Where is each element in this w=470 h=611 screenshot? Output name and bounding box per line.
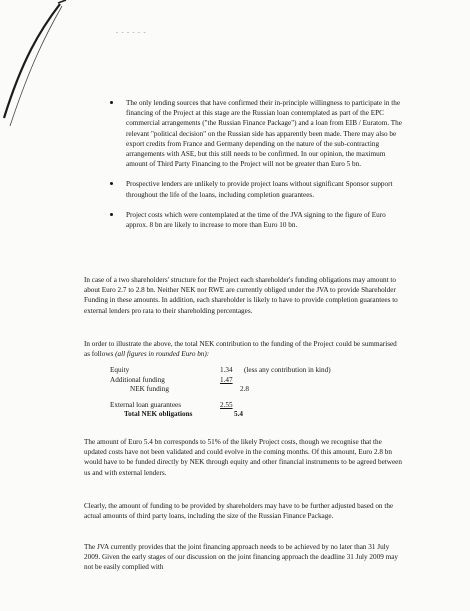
table-row-external-guarantees [110,400,370,410]
equity-value: 1.34 [220,366,233,374]
paragraph-adjustment: Clearly, the amount of funding to be provided by shareholders may have to be further adjusted based on the actual amounts of third party loans, including the size of the Russian Finance Package. [84,502,394,521]
table-row-equity [110,365,370,375]
external-guarantees-value: 2.55 [220,400,233,409]
equity-label: Equity [110,366,130,374]
paragraph-amount-corresponds: The amount of Euro 5.4 bn corresponds to 51% of the likely Project costs, though we recognise that the updated costs have not been validated and could evolve in the coming months. Of this amount, Euro 2.8 bn would have to be funded directly by NEK through equity and other financial instruments to be agreed between us and with external lenders. [84,438,402,477]
paragraph-illustration [84,339,402,359]
total-obligations-label: Total NEK obligations [124,410,193,418]
equity-note: (less any contribution in kind) [244,366,331,374]
additional-funding-value: 1.47 [220,375,233,384]
figures-note: (all figures in rounded Euro bn): [115,350,210,359]
nek-obligations-table [110,365,370,419]
bullet-item-project-costs: Project costs which were contemplated at the time of the JVA signing to the figure of Euro approx. 8 bn are likely to increase to more than Euro 10 bn. [110,210,402,230]
bullet-list [110,98,402,240]
external-guarantees-label: External loan guarantees [110,400,182,409]
paragraph-jva-deadline: The JVA currently provides that the joint financing approach needs to be achieved by no later than 31 July 2009. Given the early stages of our discussion on the joint financing approach the deadline 31 July 2009 may not be easily complied with [84,543,398,572]
nek-funding-label: NEK funding [130,385,169,393]
additional-funding-label: Additional funding [110,375,165,384]
paragraph-shareholder-funding: In case of a two shareholders' structure for the Project each shareholder's funding obligations may amount to about Euro 2.7 to 2.8 bn. Neither NEK nor RWE are currently obliged under the JVA to provide Shareholder Funding in these amounts. In addition, each shareholder is likely to have to provide completion guarantees to external lenders pro rata to their shareholding percentages. [84,276,398,315]
table-row-total [110,409,370,419]
bullet-item-sponsor-support: Prospective lenders are unlikely to provide project loans without significant Sponsor support throughout the life of the loans, including completion guarantees. [110,179,402,199]
table-row-nek-funding [110,384,370,394]
scan-edge-mark [0,0,80,140]
illustration-text: In order to illustrate the above, the total NEK contribution to the funding of the Project could be summarised as follows [84,340,397,359]
nek-funding-value: 2.8 [240,385,249,393]
bullet-item-lending-sources: The only lending sources that have confirmed their in-principle willingness to participate in the financing of the Project at this stage are the Russian loan contemplated as part of the EPC commercial arrangements ("the Russian Finance Package") and a loan from EIB / Euratom. The relevant "political decision" on the Russian side has apparently been made. There may also be export credits from France and Germany depending on the nature of the sub-contracting arrangements with ASE, but this still needs to be confirmed. In our opinion, the maximum amount of Third Party Financing to the Project will not be greater than Euro 5 bn. [110,98,402,169]
table-row-additional-funding [110,375,370,385]
total-obligations-value: 5.4 [234,410,243,418]
header-marks: - - - - - - [116,30,147,36]
